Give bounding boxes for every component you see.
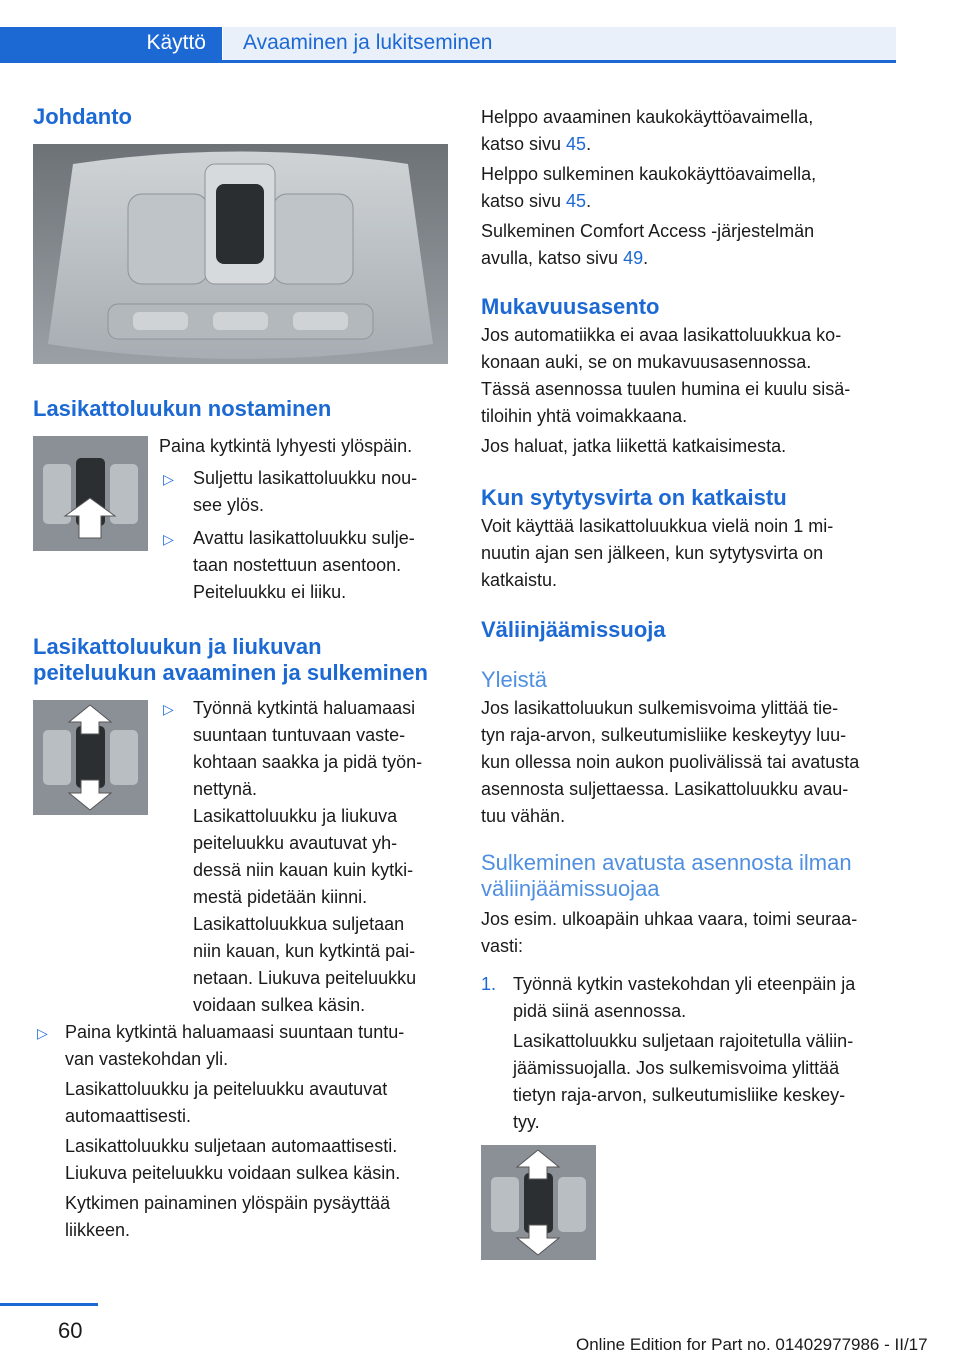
open-para-1-line-3: dessä niin kauan kuin kytki-	[193, 860, 414, 880]
raise-bullet-1-line-2: see ylös.	[193, 495, 265, 515]
comfort-line-3: Tässä asennossa tuulen humina ei kuulu sisä-	[481, 379, 851, 399]
bullet-triangle-icon: ▷	[163, 531, 174, 547]
heading-general: Yleistä	[481, 667, 548, 692]
bullet-triangle-icon: ▷	[37, 1025, 48, 1041]
comfort-line-1: Jos automatiikka ei avaa lasikattoluukkua ko-	[481, 325, 842, 345]
open-bullet-2-line-2: van vastekohdan yli.	[65, 1049, 229, 1069]
switch-up-image	[33, 436, 148, 551]
open-para-2-line-4: voidaan sulkea käsin.	[193, 995, 366, 1015]
heading-close-no-pinch-line-1: Sulkeminen avatusta asennosta ilman	[481, 850, 852, 875]
close-intro-line-2: vasti:	[481, 936, 524, 956]
heading-close-no-pinch-line-2: väliinjäämissuojaa	[481, 876, 660, 901]
switch-override-image	[481, 1145, 596, 1260]
step-para-line-3: tietyn raja-arvon, sulkeutumisliike keskey-	[513, 1085, 846, 1105]
section-label: Käyttö	[146, 31, 206, 54]
open-para-4-line-2: Liukuva peiteluukku voidaan sulkea käsin.	[65, 1163, 401, 1183]
raise-bullet-1-line-1: Suljettu lasikattoluukku nou-	[193, 468, 418, 488]
easy-close-line-2: katso sivu 45.	[481, 191, 592, 211]
easy-open-line-1: Helppo avaaminen kaukokäyttöavaimella,	[481, 107, 814, 127]
heading-ignition: Kun sytytysvirta on katkaistu	[481, 485, 787, 510]
general-line-1: Jos lasikattoluukun sulkemisvoima ylittää tie-	[481, 698, 839, 718]
open-para-1-line-4: mestä pidetään kiinni.	[193, 887, 368, 907]
general-line-3: kun ollessa noin aukon puolivälissä tai avatusta	[481, 752, 860, 772]
easy-close-line-1: Helppo sulkeminen kaukokäyttöavaimella,	[481, 164, 817, 184]
switch-updown-image	[33, 700, 148, 815]
comfort-access-line-1: Sulkeminen Comfort Access -järjestelmän	[481, 221, 815, 241]
open-para-5-line-1: Kytkimen painaminen ylöspäin pysäyttää	[65, 1193, 391, 1213]
bullet-triangle-icon: ▷	[163, 701, 174, 717]
open-para-1-line-2: peiteluukku avautuvat yh-	[193, 833, 398, 853]
comfort-line-5: Jos haluat, jatka liikettä katkaisimesta.	[481, 436, 787, 456]
heading-johdanto: Johdanto	[33, 104, 132, 129]
edition-text: Online Edition for Part no. 01402977986 - II/17	[576, 1335, 928, 1354]
open-bullet-2-line-1: Paina kytkintä haluamaasi suuntaan tuntu-	[65, 1022, 405, 1042]
chapter-tab	[223, 27, 896, 60]
page-link-45[interactable]: 45	[566, 134, 587, 154]
step-para-line-1: Lasikattoluukku suljetaan rajoitetulla väliin-	[513, 1031, 854, 1051]
raise-bullet-2-line-3: Peiteluukku ei liiku.	[193, 582, 347, 602]
easy-open-line-2: katso sivu 45.	[481, 134, 592, 154]
heading-pinch: Väliinjäämissuoja	[481, 617, 666, 642]
console-photo	[33, 144, 448, 364]
chapter-label: Avaaminen ja lukitseminen	[243, 31, 493, 54]
heading-open-close-line-1: Lasikattoluukun ja liukuvan	[33, 634, 322, 659]
page-number: 60	[58, 1318, 83, 1343]
comfort-access-line-2: avulla, katso sivu 49.	[481, 248, 649, 268]
close-intro-line-1: Jos esim. ulkoapäin uhkaa vaara, toimi seuraa-	[481, 909, 858, 929]
open-bullet-1-line-3: kohtaan saakka ja pidä työn-	[193, 752, 423, 772]
page-link-49[interactable]: 49	[623, 248, 644, 268]
bullet-triangle-icon: ▷	[163, 471, 174, 487]
raise-bullet-2-line-2: taan nostettuun asentoon.	[193, 555, 402, 575]
open-para-2-line-3: netaan. Liukuva peiteluukku	[193, 968, 417, 988]
general-line-4: asennosta suljettaessa. Lasikattoluukku avau-	[481, 779, 849, 799]
easy-close-text: katso sivu	[481, 191, 567, 211]
heading-raise: Lasikattoluukun nostaminen	[33, 396, 332, 421]
general-line-5: tuu vähän.	[481, 806, 566, 826]
comfort-line-2: konaan auki, se on mukavuusasennossa.	[481, 352, 812, 372]
open-para-2-line-1: Lasikattoluukkua suljetaan	[193, 914, 405, 934]
easy-open-text: katso sivu	[481, 134, 567, 154]
heading-open-close-line-2: peiteluukun avaaminen ja sulkeminen	[33, 660, 428, 685]
ignition-line-1: Voit käyttää lasikattoluukkua vielä noin 1 mi-	[481, 516, 834, 536]
footer-rule	[0, 1303, 98, 1306]
ignition-line-2: nuutin ajan sen jälkeen, kun sytytysvirta on	[481, 543, 824, 563]
open-bullet-1-line-4: nettynä.	[193, 779, 258, 799]
step-number: 1.	[481, 974, 497, 994]
comfort-line-4: tiloihin yhtä voimakkaana.	[481, 406, 688, 426]
comfort-access-text: avulla, katso sivu	[481, 248, 624, 268]
open-para-3-line-2: automaattisesti.	[65, 1106, 192, 1126]
step-para-line-2: jäämissuojalla. Jos sulkemisvoima ylittää	[513, 1058, 840, 1078]
page-link-45[interactable]: 45	[566, 191, 587, 211]
step-line-2: pidä siinä asennossa.	[513, 1001, 687, 1021]
open-para-3-line-1: Lasikattoluukku ja peiteluukku avautuvat	[65, 1079, 388, 1099]
step-para-line-4: tyy.	[513, 1112, 540, 1132]
open-para-2-line-2: niin kauan, kun kytkintä pai-	[193, 941, 416, 961]
section-tab	[0, 27, 222, 60]
open-para-1-line-1: Lasikattoluukku ja liukuva	[193, 806, 398, 826]
open-para-5-line-2: liikkeen.	[65, 1220, 131, 1240]
general-line-2: tyn raja-arvon, sulkeutumisliike keskeytyy luu-	[481, 725, 847, 745]
step-line-1: Työnnä kytkin vastekohdan yli eteenpäin ja	[513, 974, 856, 994]
ignition-line-3: katkaistu.	[481, 570, 558, 590]
header-rule	[0, 60, 896, 63]
raise-bullet-2-line-1: Avattu lasikattoluukku sulje-	[193, 528, 415, 548]
open-bullet-1-line-2: suuntaan tuntuvaan vaste-	[193, 725, 406, 745]
heading-comfort: Mukavuusasento	[481, 294, 660, 319]
raise-intro: Paina kytkintä lyhyesti ylöspäin.	[159, 436, 413, 456]
open-para-4-line-1: Lasikattoluukku suljetaan automaattisesti.	[65, 1136, 398, 1156]
page-header	[0, 27, 896, 60]
open-bullet-1-line-1: Työnnä kytkintä haluamaasi	[193, 698, 416, 718]
